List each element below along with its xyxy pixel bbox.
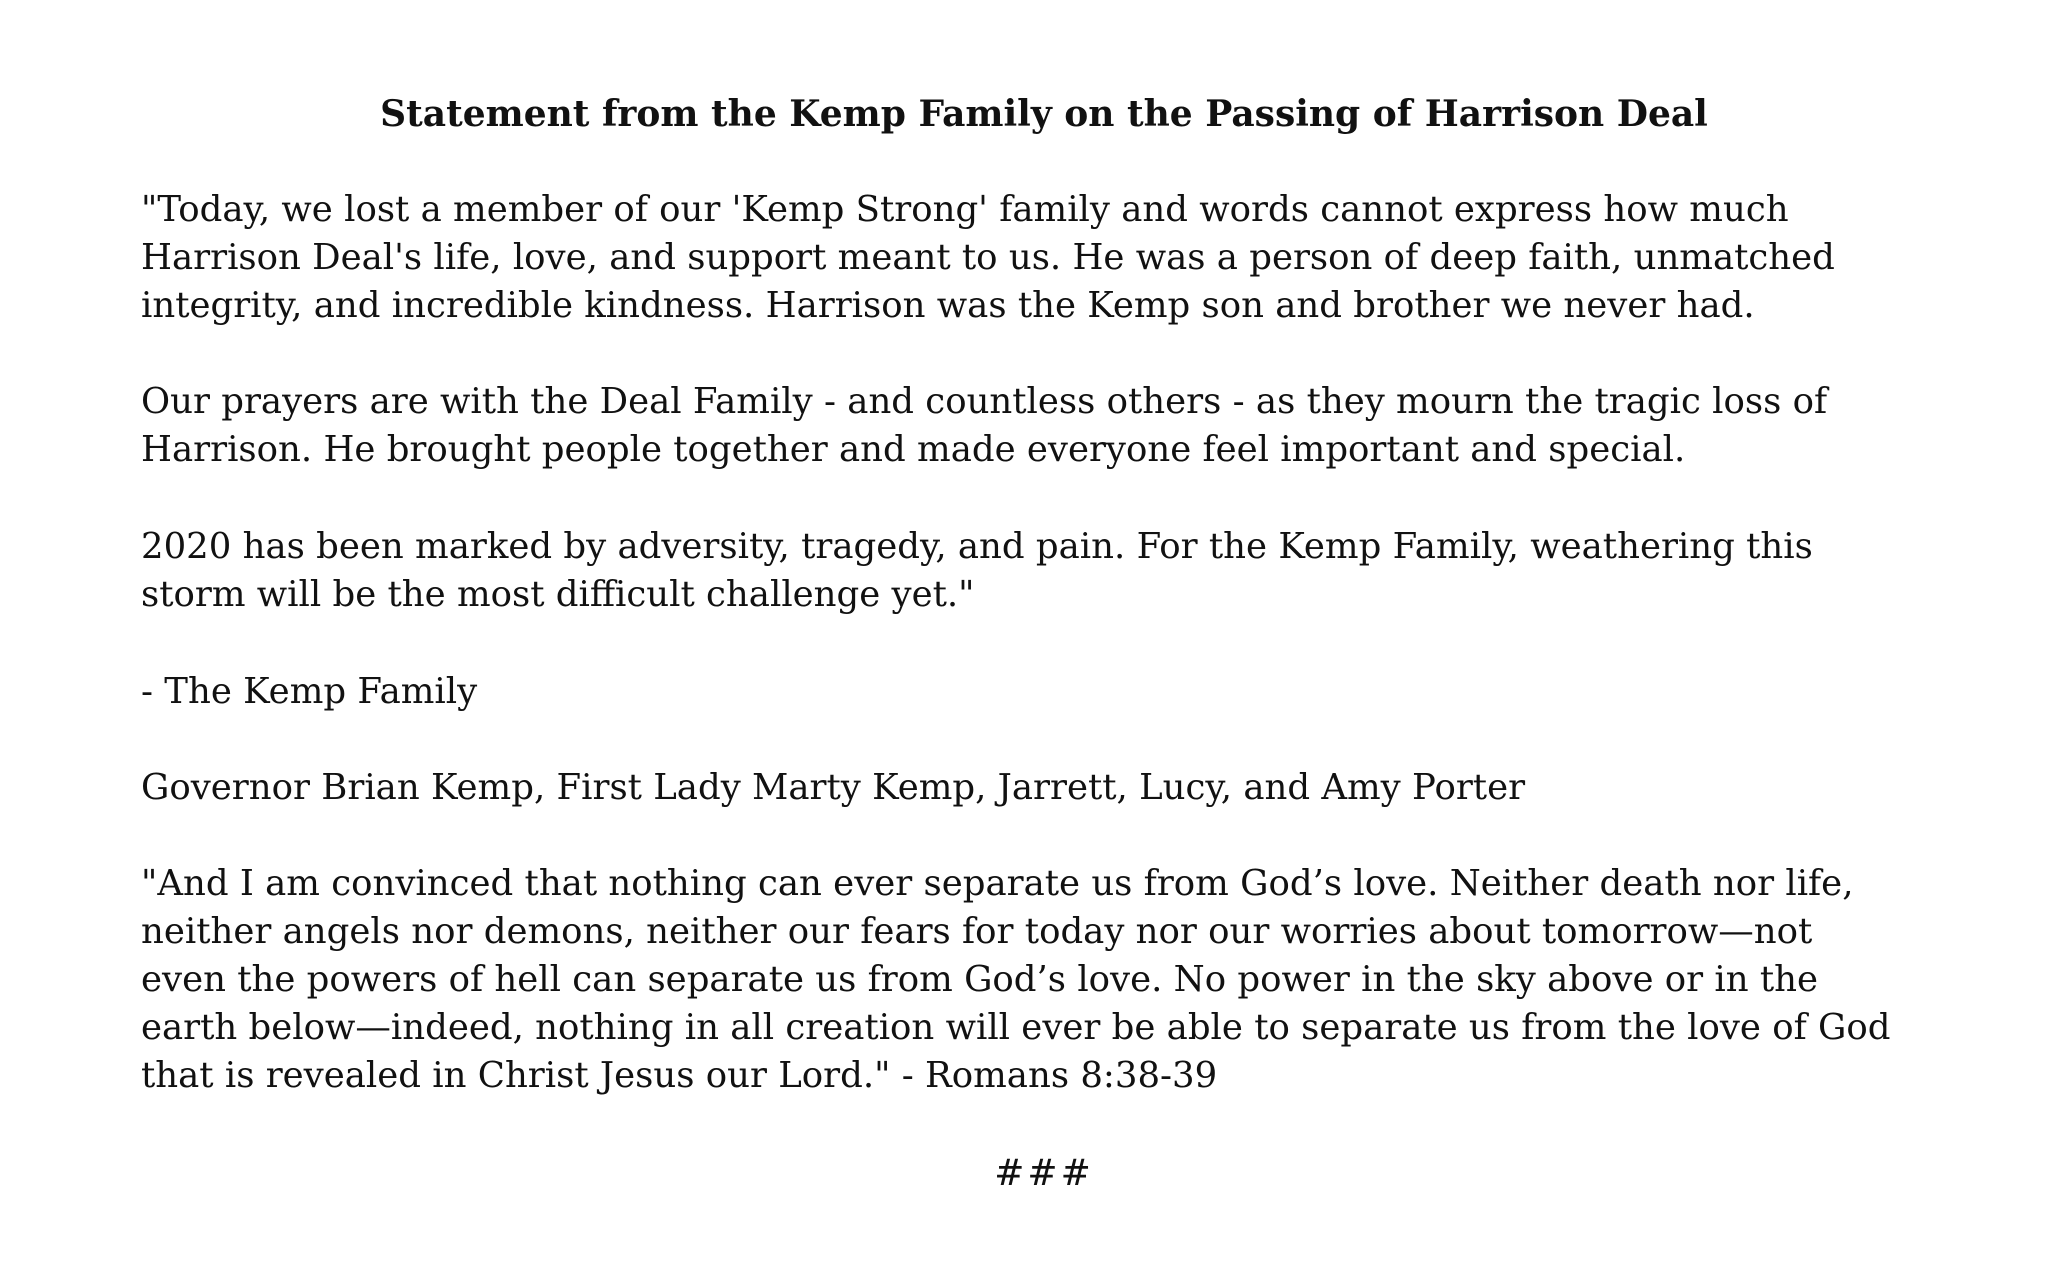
signers-line: Governor Brian Kemp, First Lady Marty Kemp, Jarrett, Lucy, and Amy Porter — [141, 767, 1526, 808]
paragraph-line: Our prayers are with the Deal Family - and countless others - as they mourn the tragic loss of — [141, 381, 1828, 422]
statement-paragraph-2 — [141, 378, 1947, 474]
attribution-line: - The Kemp Family — [141, 671, 478, 712]
paragraph-line: storm will be the most difficult challenge yet." — [141, 574, 975, 615]
paragraph-line: even the powers of hell can separate us from God’s love. No power in the sky above or in the — [141, 959, 1819, 1000]
paragraph-line: Harrison Deal's life, love, and support meant to us. He was a person of deep faith, unmatched — [141, 237, 1835, 278]
paragraph-line: "Today, we lost a member of our 'Kemp Strong' family and words cannot express how much — [141, 189, 1789, 230]
paragraph-line: integrity, and incredible kindness. Harrison was the Kemp son and brother we never had. — [141, 285, 1755, 326]
end-mark: ### — [994, 1153, 1094, 1194]
paragraph-line: that is revealed in Christ Jesus our Lord." - Romans 8:38-39 — [141, 1055, 1218, 1096]
signers — [141, 764, 1947, 812]
attribution — [141, 668, 1947, 716]
paragraph-line: neither angels nor demons, neither our fears for today nor our worries about tomorrow—not — [141, 911, 1813, 952]
scripture-quote — [141, 860, 1947, 1100]
statement-title: Statement from the Kemp Family on the Passing of Harrison Deal — [380, 93, 1708, 135]
paragraph-line: Harrison. He brought people together and made everyone feel important and special. — [141, 429, 1686, 470]
paragraph-line: earth below—indeed, nothing in all creation will ever be able to separate us from the love of God — [141, 1007, 1891, 1048]
paragraph-line: 2020 has been marked by adversity, tragedy, and pain. For the Kemp Family, weathering this — [141, 526, 1813, 567]
statement-paragraph-1 — [141, 186, 1947, 330]
statement-paragraph-3 — [141, 523, 1947, 619]
paragraph-line: "And I am convinced that nothing can ever separate us from God’s love. Neither death nor life, — [141, 863, 1854, 904]
